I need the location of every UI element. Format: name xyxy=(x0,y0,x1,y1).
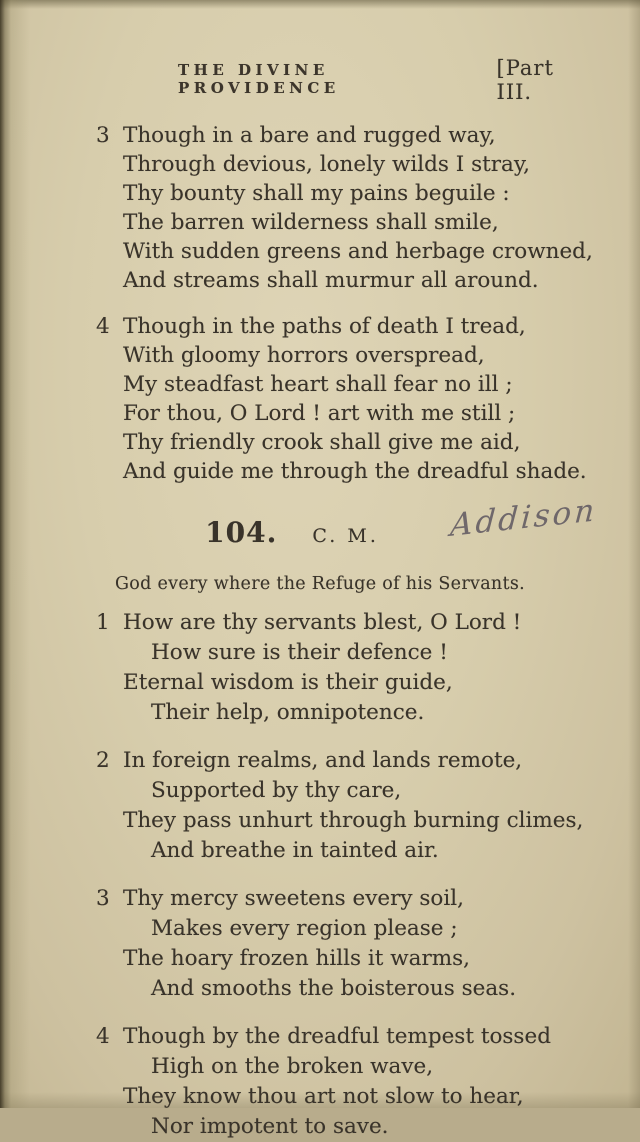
verse-line: High on the broken wave, xyxy=(151,1054,434,1079)
verse-line: They know thou art not slow to hear, xyxy=(123,1084,524,1109)
verse-line: And streams shall murmur all around. xyxy=(123,268,539,293)
verse-line: Thy mercy sweetens every soil, xyxy=(123,886,464,911)
stanza xyxy=(96,121,604,295)
stanza-number: 2 xyxy=(96,748,110,773)
stanza xyxy=(96,608,604,728)
stanza-lines xyxy=(123,746,604,866)
stanza-lines xyxy=(123,884,604,1004)
stanza xyxy=(96,884,604,1004)
stanza-number: 4 xyxy=(96,314,110,339)
verse-line: And guide me through the dreadful shade. xyxy=(123,459,587,484)
verse-line: Thy bounty shall my pains beguile : xyxy=(123,181,510,206)
verse-line: Though in the paths of death I tread, xyxy=(123,314,526,339)
running-head xyxy=(0,0,640,104)
handwritten-author-annotation: Addison xyxy=(449,492,599,544)
verse-line: The barren wilderness shall smile, xyxy=(123,210,499,235)
verse-line: In foreign realms, and lands remote, xyxy=(123,748,523,773)
verse-line: For thou, O Lord ! art with me still ; xyxy=(123,401,516,426)
verse-line: Eternal wisdom is their guide, xyxy=(123,670,453,695)
verse-line: Nor impotent to save. xyxy=(151,1114,389,1139)
verse-line: My steadfast heart shall fear no ill ; xyxy=(123,372,513,397)
stanza-lines xyxy=(123,312,604,486)
stanza xyxy=(96,746,604,866)
hymn-subtitle: God every where the Refuge of his Servants. xyxy=(115,574,525,594)
running-title: THE DIVINE PROVIDENCE xyxy=(178,61,340,97)
verse-line: With gloomy horrors overspread, xyxy=(123,343,485,368)
stanza-number: 3 xyxy=(96,123,110,148)
part-label: [Part III. xyxy=(496,56,554,104)
hymn-heading-inner xyxy=(205,516,379,549)
verse-line: Makes every region please ; xyxy=(151,916,458,941)
verse-line: Thy friendly crook shall give me aid, xyxy=(123,430,521,455)
hymn-meter: C. M. xyxy=(312,525,379,547)
hymn-number: 104. xyxy=(205,516,278,549)
stanza xyxy=(96,312,604,486)
stanza-lines xyxy=(123,608,604,728)
stanza-number: 3 xyxy=(96,886,110,911)
stanza-number: 1 xyxy=(96,610,110,635)
stanza xyxy=(96,1022,604,1142)
verse-line: How are thy servants blest, O Lord ! xyxy=(123,610,522,635)
verse-line: Though in a bare and rugged way, xyxy=(123,123,496,148)
verse-line: And breathe in tainted air. xyxy=(151,838,439,863)
stanza-lines xyxy=(123,1022,604,1142)
verse-line: They pass unhurt through burning climes, xyxy=(123,808,584,833)
verse-line: With sudden greens and herbage crowned, xyxy=(123,239,593,264)
stanza-number: 4 xyxy=(96,1024,110,1049)
verse-line: The hoary frozen hills it warms, xyxy=(123,946,470,971)
verse-line: Supported by thy care, xyxy=(151,778,402,803)
hymn-stanzas xyxy=(96,608,604,1142)
hymn-heading xyxy=(0,492,640,558)
verse-line: How sure is their defence ! xyxy=(151,640,448,665)
verse-line: And smooths the boisterous seas. xyxy=(151,976,517,1001)
verse-line: Though by the dreadful tempest tossed xyxy=(123,1024,551,1049)
verse-line: Through devious, lonely wilds I stray, xyxy=(123,152,530,177)
verse-line: Their help, omnipotence. xyxy=(151,700,425,725)
previous-hymn-stanzas xyxy=(96,121,604,486)
stanza-lines xyxy=(123,121,604,295)
